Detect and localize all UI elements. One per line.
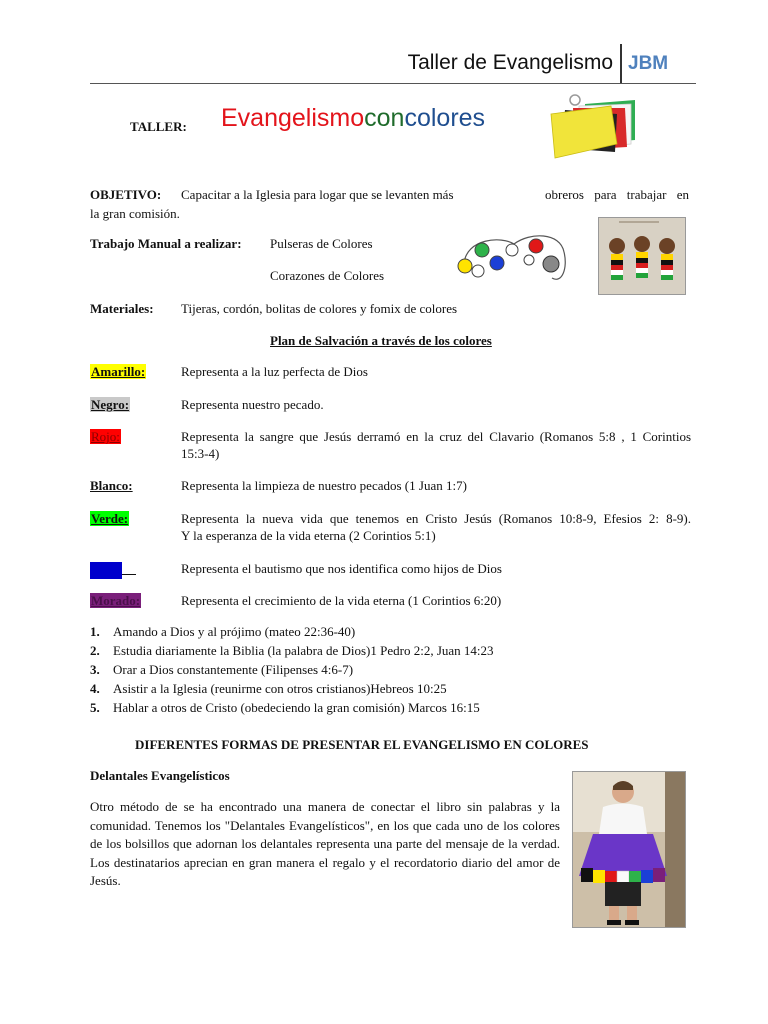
color-label-amarillo bbox=[90, 363, 146, 380]
workshop-title bbox=[221, 104, 485, 133]
header-abbreviation: JBM bbox=[628, 53, 669, 74]
color-desc-rojo-line2: 15:3-4) bbox=[181, 446, 220, 461]
step-number: 1. bbox=[90, 624, 100, 639]
step-text: Estudia diariamente la Biblia (la palabra de Dios)1 Pedro 2:2, Juan 14:23 bbox=[113, 643, 494, 658]
step-text: Asistir a la Iglesia (reunirme con otros cristianos)Hebreos 10:25 bbox=[113, 681, 447, 696]
header-divider bbox=[620, 44, 622, 84]
color-desc-negro: Representa nuestro pecado. bbox=[181, 397, 324, 412]
forms-heading: DIFERENTES FORMAS DE PRESENTAR EL EVANGELISMO EN COLORES bbox=[135, 737, 589, 752]
color-label-azul-text: Azul: bbox=[90, 562, 122, 579]
steps-list bbox=[90, 622, 494, 717]
craft-dolls-photo bbox=[598, 217, 686, 295]
color-desc-verde-line2: Y la esperanza de la vida eterna (2 Corintios 5:1) bbox=[181, 528, 436, 543]
step-text: Orar a Dios constantemente (Filipenses 4:6-7) bbox=[113, 662, 354, 677]
objetivo-text-line1-end bbox=[545, 186, 689, 203]
bead-bracelet-image bbox=[452, 228, 574, 290]
color-desc-azul: Representa el bautismo que nos identifica como hijos de Dios bbox=[181, 561, 502, 576]
materiales-label: Materiales: bbox=[90, 301, 154, 316]
trabajo-item-pulseras: Pulseras de Colores bbox=[270, 236, 373, 251]
color-desc-morado: Representa el crecimiento de la vida eterna (1 Corintios 6:20) bbox=[181, 593, 502, 608]
color-label-azul-underline bbox=[122, 562, 136, 575]
step-item bbox=[90, 660, 494, 679]
header-title: Taller de Evangelismo bbox=[407, 51, 613, 74]
title-part-evangelismo: Evangelismo bbox=[221, 104, 365, 132]
title-part-colores: colores bbox=[404, 104, 486, 132]
apron-photo bbox=[572, 771, 686, 928]
color-desc-rojo bbox=[181, 428, 691, 462]
step-item bbox=[90, 679, 494, 698]
step-text: Hablar a otros de Cristo (obedeciendo la gran comisión) Marcos 16:15 bbox=[113, 700, 480, 715]
step-number: 5. bbox=[90, 700, 100, 715]
color-desc-blanco: Representa la limpieza de nuestro pecados (1 Juan 1:7) bbox=[181, 478, 467, 493]
step-item bbox=[90, 698, 494, 717]
objetivo-text-line1-end-inner: obreros para trabajar en bbox=[545, 187, 689, 202]
color-label-morado-text: Morado: bbox=[91, 593, 141, 608]
step-number: 3. bbox=[90, 662, 100, 677]
color-label-blanco: Blanco: bbox=[90, 478, 133, 493]
title-part-con: con bbox=[364, 104, 405, 132]
color-desc-verde bbox=[181, 510, 691, 544]
color-label-negro-text: Negro: bbox=[91, 397, 130, 412]
step-number: 2. bbox=[90, 643, 100, 658]
trabajo-label: Trabajo Manual a realizar: bbox=[90, 236, 242, 251]
color-label-morado bbox=[90, 592, 141, 609]
delantales-heading: Delantales Evangelísticos bbox=[90, 768, 230, 783]
taller-label: TALLER: bbox=[130, 119, 187, 134]
materiales-text: Tijeras, cordón, bolitas de colores y fomix de colores bbox=[181, 301, 458, 316]
color-label-azul bbox=[90, 560, 136, 579]
color-desc-verde-line1: Representa la nueva vida que tenemos en Cristo Jesús (Romanos 10:8-9, Efesios 2: 8-9). bbox=[181, 511, 691, 526]
delantales-paragraph: Otro método de se ha encontrado una manera de conectar el libro sin palabras y la comunidad. Tenemos los "Delantales Evangelísticos", en los que cada uno de los colores de los bolsillos que adornan los delantales representa una parte del mensaje de la verdad. Los destinatarios aprecian en gran manera el regalo y el recordatorio diario del amor de Jesús. bbox=[90, 799, 560, 888]
color-label-amarillo-text: Amarillo: bbox=[91, 364, 146, 379]
color-label-rojo bbox=[90, 428, 121, 445]
color-desc-amarillo: Representa a la luz perfecta de Dios bbox=[181, 364, 368, 379]
step-number: 4. bbox=[90, 681, 100, 696]
objetivo-text-line1: Capacitar a la Iglesia para logar que se levanten más bbox=[181, 187, 454, 202]
step-item bbox=[90, 641, 494, 660]
step-item bbox=[90, 622, 494, 641]
step-text: Amando a Dios y al prójimo (mateo 22:36-40) bbox=[113, 624, 356, 639]
color-label-verde bbox=[90, 510, 129, 527]
plan-heading: Plan de Salvación a través de los colores bbox=[270, 333, 492, 348]
color-label-verde-text: Verde: bbox=[91, 511, 129, 526]
header-rule bbox=[90, 83, 696, 84]
objetivo-text-line2: la gran comisión. bbox=[90, 206, 180, 221]
foam-cards-image bbox=[545, 92, 637, 162]
objetivo-label: OBJETIVO: bbox=[90, 187, 162, 202]
color-desc-rojo-line1: Representa la sangre que Jesús derramó en la cruz del Clavario (Romanos 5:8 , 1 Corintios bbox=[181, 429, 691, 444]
trabajo-item-corazones: Corazones de Colores bbox=[270, 268, 385, 283]
color-label-rojo-text: Rojo: bbox=[91, 429, 120, 444]
color-label-negro bbox=[90, 396, 130, 413]
